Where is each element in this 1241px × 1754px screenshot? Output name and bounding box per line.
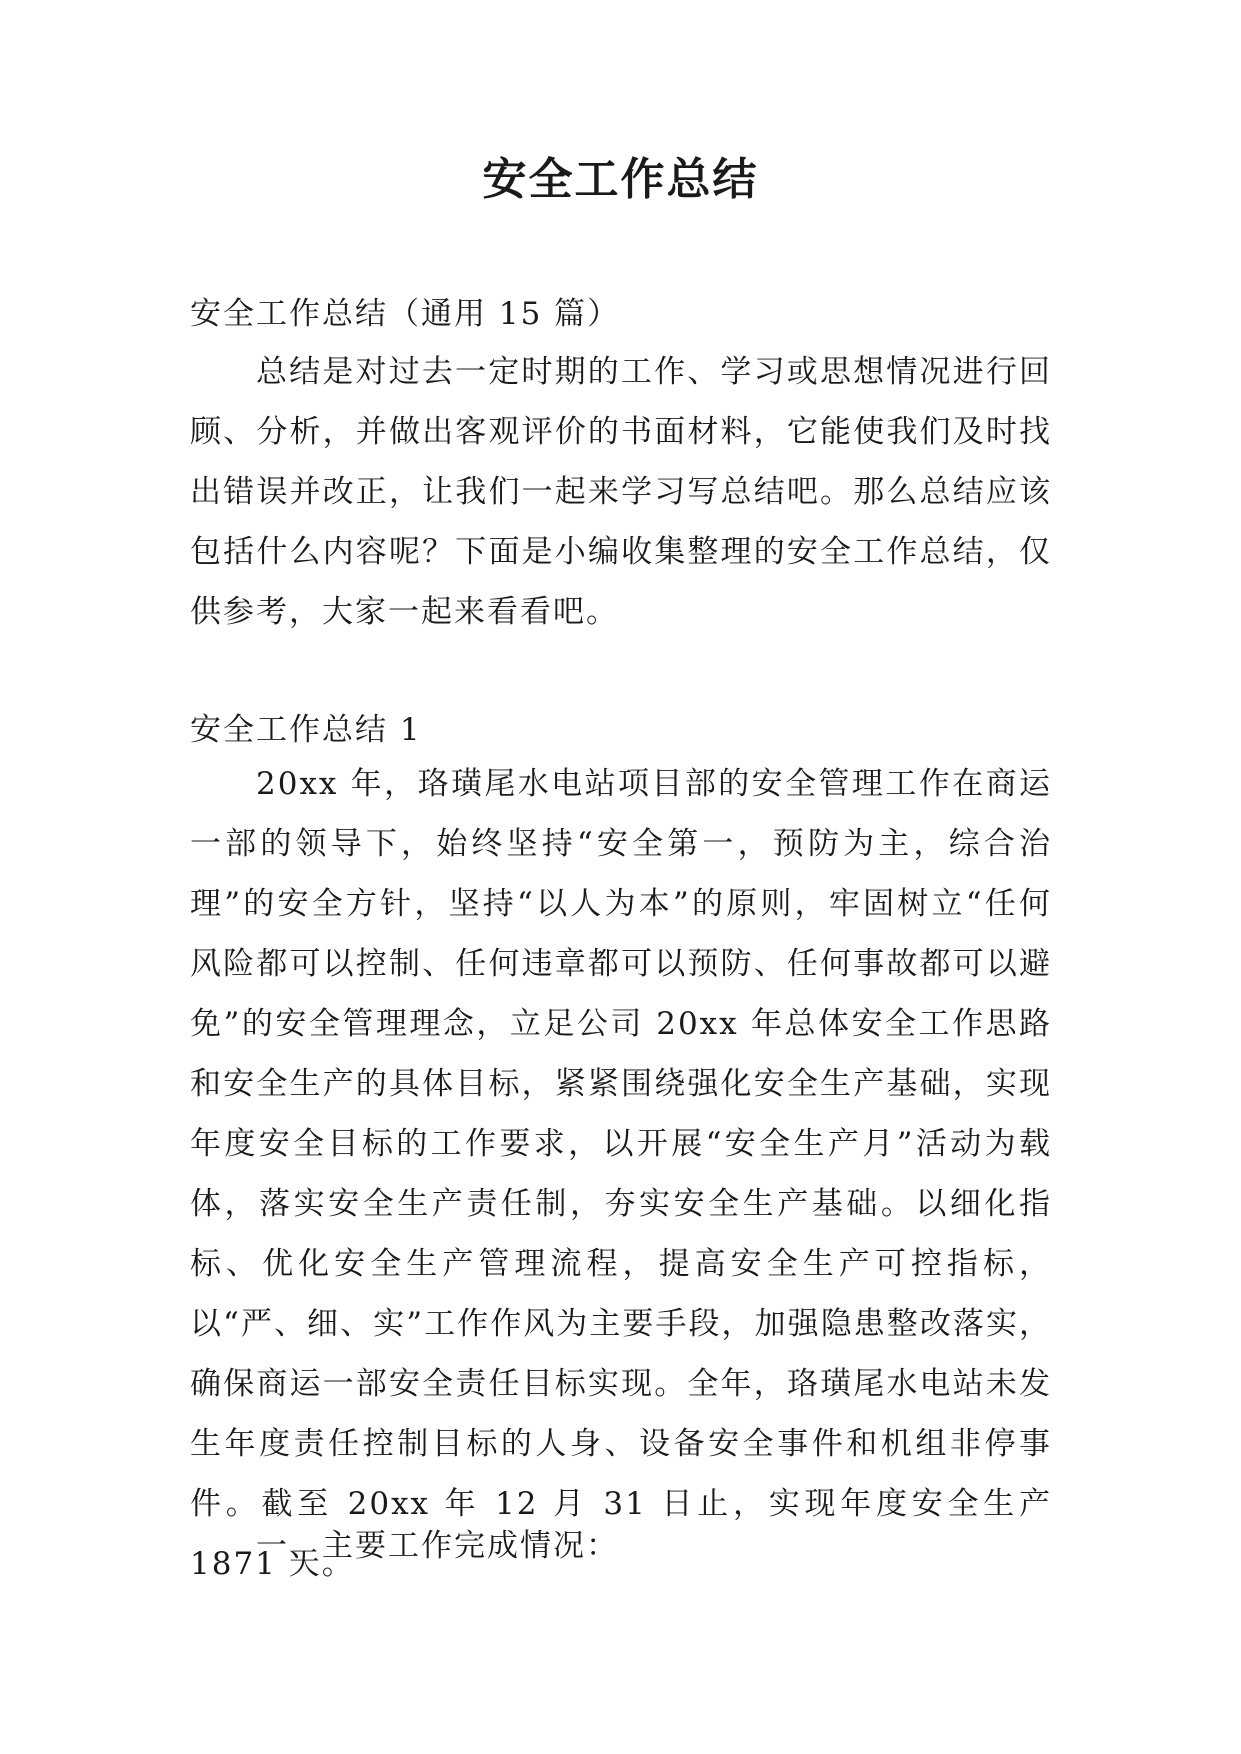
intro-paragraph: 总结是对过去一定时期的工作、学习或思想情况进行回顾、分析，并做出客观评价的书面材料，它能使我们及时找出错误并改正，让我们一起来学习写总结吧。那么总结应该包括什么内容呢？下面是小编收集整理的安全工作总结，仅供参考，大家一起来看看吧。 — [190, 354, 1052, 630]
section-paragraph: 20xx 年，珞璜尾水电站项目部的安全管理工作在商运一部的领导下，始终坚持“安全第一，预防为主，综合治理”的安全方针，坚持“以人为本”的原则，牢固树立“任何风险都可以控制、任何违章都可以预防、任何事故都可以避免”的安全管理理念，立足公司 20xx 年总体安全工作思路和安全生产的具体目标，紧紧围绕强化安全生产基础，实现年度安全目标的工作要求，以开展“安全生产月”活动为载体，落实安全生产责任制，夯实安全生产基础。以细化指标、优化安全生产管理流程，提高安全生产可控指标，以“严、细、实”工作作风为主要手段，加强隐患整改落实，确保商运一部安全责任目标实现。全年，珞璜尾水电站未发生年度责任控制目标的人身、设备安全事件和机组非停事件。截至 20xx 年 12 月 31 日止，实现年度安全生产 1871 天。 — [190, 766, 1052, 1582]
document-title: 安全工作总结 — [482, 154, 759, 205]
document-subtitle: 安全工作总结（通用 15 篇） — [190, 296, 621, 332]
list-heading: 一、主要工作完成情况： — [256, 1528, 619, 1564]
section-heading: 安全工作总结 1 — [190, 712, 422, 748]
